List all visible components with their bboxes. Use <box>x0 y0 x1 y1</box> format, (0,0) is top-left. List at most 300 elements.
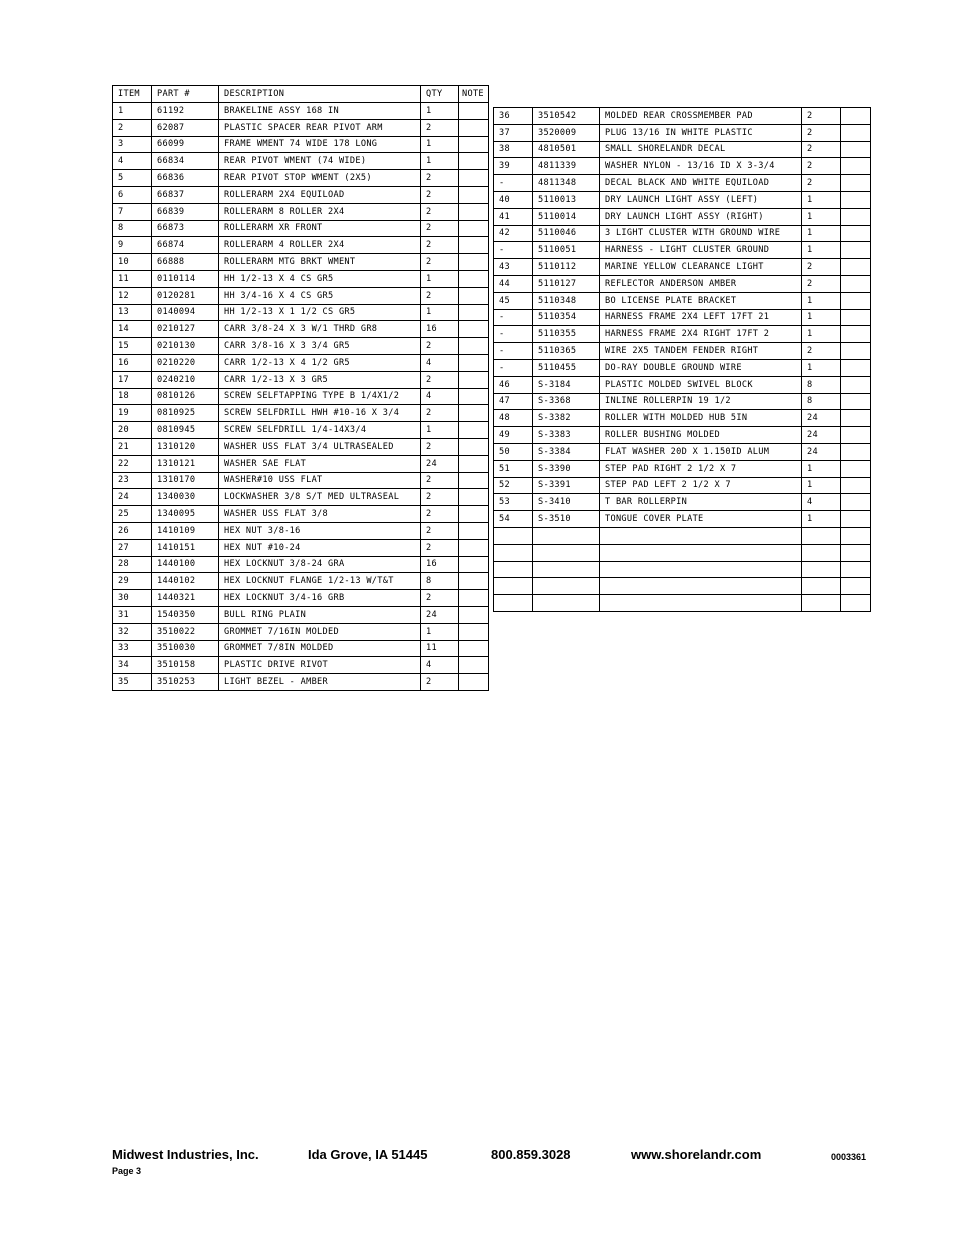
cell-description: LOCKWASHER 3/8 S/T MED ULTRASEAL <box>219 489 421 506</box>
left-table-body <box>113 103 489 691</box>
table-row <box>494 561 871 578</box>
cell-item: 33 <box>113 640 152 657</box>
cell-description: CARR 3/8-16 X 3 3/4 GR5 <box>219 338 421 355</box>
cell-description: HEX LOCKNUT FLANGE 1/2-13 W/T&T <box>219 573 421 590</box>
table-row <box>494 191 871 208</box>
table-row <box>494 343 871 360</box>
cell-note <box>459 287 489 304</box>
cell-note <box>459 674 489 691</box>
cell-part: 5110348 <box>533 292 600 309</box>
cell-qty: 2 <box>421 674 459 691</box>
cell-qty: 2 <box>421 522 459 539</box>
cell-description: STEP PAD RIGHT 2 1/2 X 7 <box>600 460 802 477</box>
cell-qty: 2 <box>421 203 459 220</box>
cell-item: 19 <box>113 405 152 422</box>
cell-note <box>459 590 489 607</box>
cell-note <box>459 220 489 237</box>
cell-note <box>459 623 489 640</box>
cell-part: 1440321 <box>152 590 219 607</box>
cell-qty: 1 <box>421 136 459 153</box>
footer-phone: 800.859.3028 <box>491 1147 571 1162</box>
cell-item: 26 <box>113 522 152 539</box>
table-row <box>113 304 489 321</box>
cell-description: PLASTIC DRIVE RIVOT <box>219 657 421 674</box>
footer-company: Midwest Industries, Inc. <box>112 1147 259 1162</box>
cell-description: CARR 1/2-13 X 4 1/2 GR5 <box>219 354 421 371</box>
cell-qty: 1 <box>802 511 841 528</box>
table-row <box>494 527 871 544</box>
cell-part: 66839 <box>152 203 219 220</box>
cell-item: 21 <box>113 438 152 455</box>
footer-page-number: Page 3 <box>112 1166 142 1176</box>
table-row <box>113 119 489 136</box>
cell-description: HH 1/2-13 X 1 1/2 CS GR5 <box>219 304 421 321</box>
table-row <box>113 103 489 120</box>
cell-item: 27 <box>113 539 152 556</box>
footer-website: www.shorelandr.com <box>631 1147 762 1162</box>
cell-note <box>459 103 489 120</box>
cell-description: ROLLERARM 4 ROLLER 2X4 <box>219 237 421 254</box>
cell-part: 0110114 <box>152 270 219 287</box>
cell-item: 30 <box>113 590 152 607</box>
cell-item: 4 <box>113 153 152 170</box>
table-row <box>494 259 871 276</box>
cell-description: SCREW SELFDRILL 1/4-14X3/4 <box>219 422 421 439</box>
table-row <box>494 275 871 292</box>
cell-part: 5110354 <box>533 309 600 326</box>
cell-note <box>459 657 489 674</box>
cell-note <box>459 270 489 287</box>
cell-qty: 1 <box>802 326 841 343</box>
cell-item: 8 <box>113 220 152 237</box>
cell-note <box>459 119 489 136</box>
cell-item: - <box>494 175 533 192</box>
cell-qty: 2 <box>802 108 841 125</box>
cell-note <box>841 309 871 326</box>
cell-description: SCREW SELFDRILL HWH #10-16 X 3/4 <box>219 405 421 422</box>
cell-note <box>841 158 871 175</box>
table-row <box>494 544 871 561</box>
cell-description: BULL RING PLAIN <box>219 606 421 623</box>
table-row <box>113 422 489 439</box>
cell-note <box>841 275 871 292</box>
cell-qty: 4 <box>421 388 459 405</box>
cell-note <box>841 578 871 595</box>
table-row <box>113 371 489 388</box>
cell-description: WIRE 2X5 TANDEM FENDER RIGHT <box>600 343 802 360</box>
cell-item <box>494 578 533 595</box>
cell-qty: 24 <box>421 455 459 472</box>
cell-note <box>841 343 871 360</box>
cell-part: 3520009 <box>533 124 600 141</box>
cell-part: S-3391 <box>533 477 600 494</box>
cell-part: 4810501 <box>533 141 600 158</box>
cell-part: 66834 <box>152 153 219 170</box>
cell-part: 0810126 <box>152 388 219 405</box>
table-row <box>494 175 871 192</box>
cell-item: 45 <box>494 292 533 309</box>
cell-part: 5110051 <box>533 242 600 259</box>
table-row <box>494 141 871 158</box>
cell-note <box>459 472 489 489</box>
cell-part: 5110365 <box>533 343 600 360</box>
cell-part: 1440102 <box>152 573 219 590</box>
cell-note <box>841 477 871 494</box>
cell-description: HARNESS FRAME 2X4 RIGHT 17FT 2 <box>600 326 802 343</box>
table-header-row <box>113 86 489 103</box>
cell-part: 1440100 <box>152 556 219 573</box>
table-row <box>494 460 871 477</box>
cell-part: 66836 <box>152 170 219 187</box>
cell-description: ROLLER BUSHING MOLDED <box>600 427 802 444</box>
cell-item: 51 <box>494 460 533 477</box>
cell-description: WASHER USS FLAT 3/4 ULTRASEALED <box>219 438 421 455</box>
cell-note <box>841 108 871 125</box>
table-row <box>494 225 871 242</box>
cell-item: 48 <box>494 410 533 427</box>
cell-part: S-3510 <box>533 511 600 528</box>
cell-part: 1540350 <box>152 606 219 623</box>
cell-note <box>459 405 489 422</box>
cell-item: 39 <box>494 158 533 175</box>
cell-part: 0140094 <box>152 304 219 321</box>
cell-note <box>841 225 871 242</box>
cell-note <box>841 595 871 612</box>
cell-item: 36 <box>494 108 533 125</box>
cell-part: 4811348 <box>533 175 600 192</box>
cell-note <box>459 254 489 271</box>
cell-note <box>841 242 871 259</box>
cell-part: S-3382 <box>533 410 600 427</box>
cell-item: 25 <box>113 506 152 523</box>
cell-note <box>841 443 871 460</box>
cell-item: 43 <box>494 259 533 276</box>
cell-part: 0120281 <box>152 287 219 304</box>
table-row <box>113 455 489 472</box>
table-row <box>113 522 489 539</box>
cell-item: 54 <box>494 511 533 528</box>
cell-item: 17 <box>113 371 152 388</box>
footer-doc-number: 0003361 <box>831 1152 867 1162</box>
cell-qty: 2 <box>421 119 459 136</box>
cell-part: 3510158 <box>152 657 219 674</box>
cell-description: DO-RAY DOUBLE GROUND WIRE <box>600 359 802 376</box>
cell-item: 6 <box>113 186 152 203</box>
cell-description: HEX LOCKNUT 3/8-24 GRA <box>219 556 421 573</box>
parts-table-right <box>493 107 871 612</box>
cell-qty: 8 <box>802 376 841 393</box>
cell-note <box>841 544 871 561</box>
cell-description: HH 1/2-13 X 4 CS GR5 <box>219 270 421 287</box>
table-row <box>113 674 489 691</box>
cell-item: 12 <box>113 287 152 304</box>
table-row <box>113 573 489 590</box>
cell-description: REAR PIVOT WMENT (74 WIDE) <box>219 153 421 170</box>
cell-qty: 8 <box>802 393 841 410</box>
cell-qty: 2 <box>421 590 459 607</box>
table-row <box>494 427 871 444</box>
cell-item: 37 <box>494 124 533 141</box>
table-row <box>494 477 871 494</box>
cell-note <box>841 494 871 511</box>
cell-item: 7 <box>113 203 152 220</box>
cell-item: - <box>494 309 533 326</box>
cell-note <box>841 359 871 376</box>
cell-qty: 2 <box>802 275 841 292</box>
cell-part: S-3410 <box>533 494 600 511</box>
cell-description: DECAL BLACK AND WHITE EQUILOAD <box>600 175 802 192</box>
cell-part: 0210220 <box>152 354 219 371</box>
cell-part: 3510542 <box>533 108 600 125</box>
cell-qty: 24 <box>421 606 459 623</box>
cell-qty: 2 <box>802 259 841 276</box>
cell-qty: 16 <box>421 321 459 338</box>
cell-note <box>459 203 489 220</box>
cell-qty: 1 <box>421 422 459 439</box>
cell-description: CARR 1/2-13 X 3 GR5 <box>219 371 421 388</box>
cell-part <box>533 595 600 612</box>
cell-note <box>459 354 489 371</box>
cell-note <box>841 561 871 578</box>
cell-item: 2 <box>113 119 152 136</box>
cell-qty: 24 <box>802 443 841 460</box>
cell-qty: 2 <box>421 338 459 355</box>
cell-item: 1 <box>113 103 152 120</box>
table-row <box>494 208 871 225</box>
cell-item: 20 <box>113 422 152 439</box>
cell-description: MOLDED REAR CROSSMEMBER PAD <box>600 108 802 125</box>
cell-note <box>841 410 871 427</box>
cell-description: ROLLERARM 8 ROLLER 2X4 <box>219 203 421 220</box>
cell-description: HARNESS - LIGHT CLUSTER GROUND <box>600 242 802 259</box>
cell-item: 53 <box>494 494 533 511</box>
cell-part: 0810945 <box>152 422 219 439</box>
cell-item: - <box>494 359 533 376</box>
cell-item: 9 <box>113 237 152 254</box>
cell-description: WASHER#10 USS FLAT <box>219 472 421 489</box>
cell-part: 66837 <box>152 186 219 203</box>
cell-note <box>841 376 871 393</box>
cell-part: 5110014 <box>533 208 600 225</box>
table-row <box>113 623 489 640</box>
cell-note <box>459 338 489 355</box>
header-note: NOTE <box>459 86 489 103</box>
cell-qty <box>802 578 841 595</box>
cell-part: 0810925 <box>152 405 219 422</box>
table-row <box>494 158 871 175</box>
table-row <box>113 338 489 355</box>
table-row <box>494 494 871 511</box>
cell-note <box>841 175 871 192</box>
table-row <box>113 237 489 254</box>
cell-qty: 1 <box>802 460 841 477</box>
cell-description: ROLLERARM 2X4 EQUILOAD <box>219 186 421 203</box>
cell-description: REAR PIVOT STOP WMENT (2X5) <box>219 170 421 187</box>
cell-qty: 8 <box>421 573 459 590</box>
cell-note <box>459 371 489 388</box>
cell-item: 38 <box>494 141 533 158</box>
cell-note <box>459 237 489 254</box>
cell-item: 31 <box>113 606 152 623</box>
cell-part: 0210130 <box>152 338 219 355</box>
cell-part: 1410109 <box>152 522 219 539</box>
cell-note <box>841 460 871 477</box>
cell-qty: 2 <box>421 405 459 422</box>
cell-qty: 24 <box>802 427 841 444</box>
cell-part: S-3368 <box>533 393 600 410</box>
table-row <box>113 170 489 187</box>
cell-part: 66873 <box>152 220 219 237</box>
header-description: DESCRIPTION <box>219 86 421 103</box>
cell-qty: 2 <box>421 489 459 506</box>
cell-qty: 2 <box>421 371 459 388</box>
cell-part: 66874 <box>152 237 219 254</box>
cell-note <box>459 556 489 573</box>
cell-part: 1340030 <box>152 489 219 506</box>
table-row <box>494 578 871 595</box>
cell-item: 29 <box>113 573 152 590</box>
cell-description: FLAT WASHER 20D X 1.150ID ALUM <box>600 443 802 460</box>
cell-description: T BAR ROLLERPIN <box>600 494 802 511</box>
cell-note <box>459 170 489 187</box>
table-row <box>113 388 489 405</box>
cell-description: SMALL SHORELANDR DECAL <box>600 141 802 158</box>
cell-qty: 2 <box>802 124 841 141</box>
cell-part: 4811339 <box>533 158 600 175</box>
header-part: PART # <box>152 86 219 103</box>
table-row <box>494 326 871 343</box>
cell-note <box>459 640 489 657</box>
cell-part: 3510022 <box>152 623 219 640</box>
cell-qty <box>802 527 841 544</box>
cell-description: HH 3/4-16 X 4 CS GR5 <box>219 287 421 304</box>
cell-description: 3 LIGHT CLUSTER WITH GROUND WIRE <box>600 225 802 242</box>
cell-item: 50 <box>494 443 533 460</box>
cell-item <box>494 527 533 544</box>
cell-note <box>841 427 871 444</box>
cell-part: 3510030 <box>152 640 219 657</box>
cell-qty: 1 <box>802 191 841 208</box>
table-row <box>113 472 489 489</box>
table-row <box>113 136 489 153</box>
cell-qty: 2 <box>802 158 841 175</box>
cell-part: S-3184 <box>533 376 600 393</box>
cell-note <box>841 141 871 158</box>
cell-qty: 2 <box>802 141 841 158</box>
cell-description: PLUG 13/16 IN WHITE PLASTIC <box>600 124 802 141</box>
header-qty: QTY <box>421 86 459 103</box>
cell-item: 32 <box>113 623 152 640</box>
cell-qty: 1 <box>802 292 841 309</box>
cell-description: PLASTIC SPACER REAR PIVOT ARM <box>219 119 421 136</box>
cell-qty: 1 <box>802 477 841 494</box>
cell-item: 14 <box>113 321 152 338</box>
cell-qty: 1 <box>802 359 841 376</box>
cell-item: - <box>494 326 533 343</box>
cell-item: 49 <box>494 427 533 444</box>
cell-part: 5110127 <box>533 275 600 292</box>
cell-item: 47 <box>494 393 533 410</box>
cell-part: 3510253 <box>152 674 219 691</box>
cell-note <box>841 292 871 309</box>
table-row <box>494 376 871 393</box>
cell-item <box>494 595 533 612</box>
table-row <box>494 393 871 410</box>
table-row <box>494 292 871 309</box>
cell-description: DRY LAUNCH LIGHT ASSY (LEFT) <box>600 191 802 208</box>
cell-description: SCREW SELFTAPPING TYPE B 1/4X1/2 <box>219 388 421 405</box>
cell-item: 46 <box>494 376 533 393</box>
cell-item: 22 <box>113 455 152 472</box>
cell-description: TONGUE COVER PLATE <box>600 511 802 528</box>
cell-note <box>459 321 489 338</box>
table-row <box>113 287 489 304</box>
cell-description: LIGHT BEZEL - AMBER <box>219 674 421 691</box>
table-row <box>113 489 489 506</box>
cell-qty: 2 <box>421 220 459 237</box>
table-row <box>113 590 489 607</box>
cell-description: GROMMET 7/8IN MOLDED <box>219 640 421 657</box>
table-row <box>494 511 871 528</box>
cell-qty: 16 <box>421 556 459 573</box>
cell-qty: 2 <box>421 237 459 254</box>
cell-part: 66888 <box>152 254 219 271</box>
cell-item: 35 <box>113 674 152 691</box>
cell-qty: 1 <box>421 270 459 287</box>
footer-location: Ida Grove, IA 51445 <box>308 1147 428 1162</box>
cell-part: S-3384 <box>533 443 600 460</box>
table-row <box>113 203 489 220</box>
cell-note <box>459 489 489 506</box>
cell-item <box>494 544 533 561</box>
cell-description: WASHER NYLON - 13/16 ID X 3-3/4 <box>600 158 802 175</box>
table-row <box>113 556 489 573</box>
table-row <box>494 309 871 326</box>
cell-note <box>459 606 489 623</box>
table-row <box>113 354 489 371</box>
cell-qty: 1 <box>421 153 459 170</box>
cell-description: HEX NUT #10-24 <box>219 539 421 556</box>
cell-part: 0240210 <box>152 371 219 388</box>
cell-note <box>841 259 871 276</box>
cell-qty: 4 <box>421 354 459 371</box>
cell-qty <box>802 561 841 578</box>
cell-part: 1310170 <box>152 472 219 489</box>
cell-item: 40 <box>494 191 533 208</box>
table-row <box>113 186 489 203</box>
cell-qty: 2 <box>421 539 459 556</box>
table-row <box>113 539 489 556</box>
cell-qty: 1 <box>802 225 841 242</box>
cell-part: 61192 <box>152 103 219 120</box>
table-row <box>113 270 489 287</box>
cell-description: INLINE ROLLERPIN 19 1/2 <box>600 393 802 410</box>
cell-qty: 1 <box>802 242 841 259</box>
cell-description: PLASTIC MOLDED SWIVEL BLOCK <box>600 376 802 393</box>
cell-note <box>459 153 489 170</box>
cell-item: 28 <box>113 556 152 573</box>
cell-part <box>533 561 600 578</box>
cell-note <box>459 573 489 590</box>
cell-item: 16 <box>113 354 152 371</box>
table-row <box>494 595 871 612</box>
cell-part: 62087 <box>152 119 219 136</box>
table-row <box>494 124 871 141</box>
right-table-body <box>494 108 871 612</box>
cell-item: 52 <box>494 477 533 494</box>
cell-item: 5 <box>113 170 152 187</box>
cell-qty: 2 <box>802 343 841 360</box>
